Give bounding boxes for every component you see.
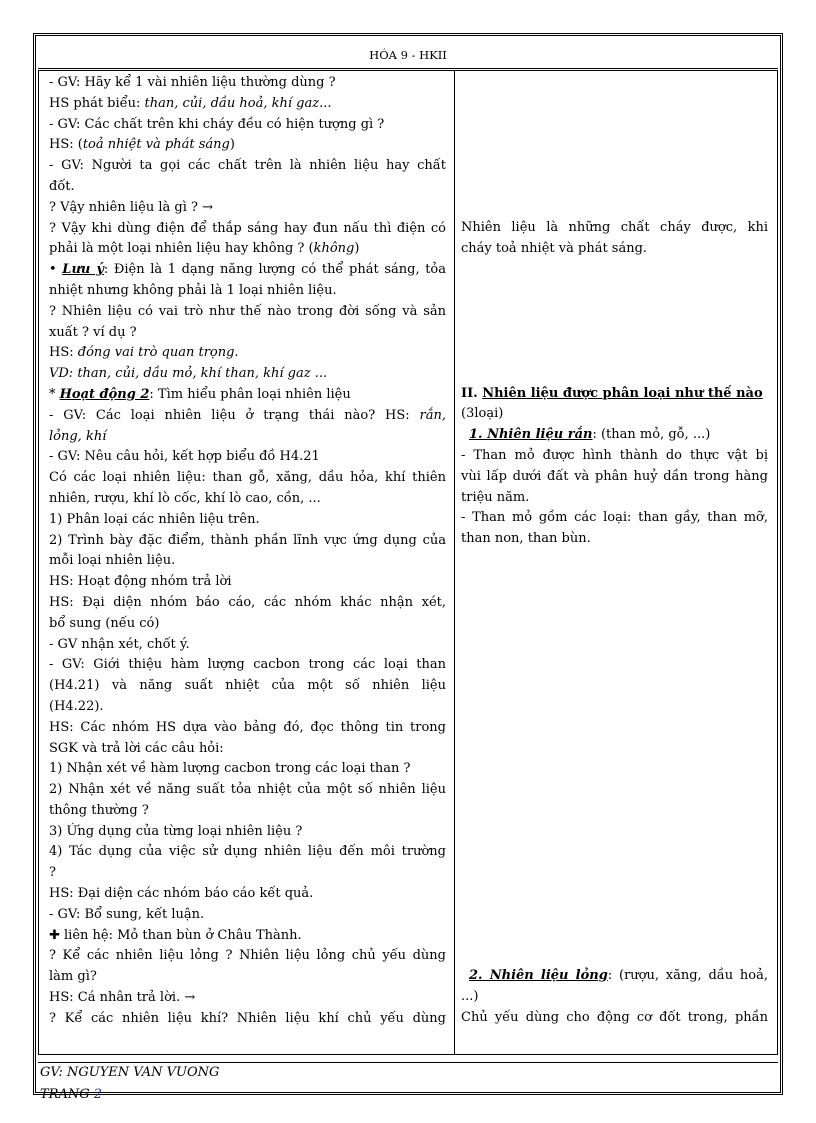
activity-text: mỗi loại nhiên liệu.: [49, 553, 176, 569]
solid-fuel-heading: [461, 425, 768, 446]
footer-page: [40, 1087, 102, 1102]
activity-line: [49, 1009, 446, 1030]
activity-text: 1) Phân loại các nhiên liệu trên.: [49, 511, 260, 527]
liquid-fuel-line: ...): [461, 988, 479, 1004]
section-2-number: II.: [461, 385, 483, 401]
activity-line: [49, 780, 446, 801]
activity-text: ): [229, 137, 235, 153]
footer-author: GV: NGUYEN VAN VUONG: [40, 1065, 220, 1080]
activity-text: HS: Các nhóm HS dựa vào bảng đó, đọc thông tin trong: [49, 719, 446, 735]
page-header: HÓA 9 - HKII: [369, 48, 447, 62]
activity-line: [49, 94, 446, 115]
section-2-heading: [461, 384, 768, 405]
activity-text: làm gì?: [49, 969, 97, 985]
activity-text: *: [49, 386, 60, 402]
activity-text: không: [313, 241, 355, 257]
activity-text: HS:: [49, 345, 78, 361]
activity-text: 1) Nhận xét về hàm lượng cacbon trong các loại than ?: [49, 761, 411, 777]
activity-line: [49, 73, 446, 94]
solid-fuel-line: - Than mỏ được hình thành do thực vật bị: [461, 447, 768, 463]
activity-text: toả nhiệt và phát sáng: [82, 137, 230, 153]
activity-line: [49, 676, 446, 697]
activity-text: (H4.22).: [49, 698, 104, 714]
page-number: 2: [93, 1087, 103, 1102]
activity-line: [49, 967, 446, 988]
activity-text: đốt.: [49, 178, 75, 194]
definition-line: Nhiên liệu là những chất cháy được, khi: [461, 220, 768, 235]
solid-fuel-line: triệu năm.: [461, 489, 530, 505]
solid-fuel-line: vùi lấp dưới đất và phân huỷ dần trong hàng: [461, 468, 768, 484]
activity-line: [49, 510, 446, 531]
activity-line: [49, 385, 446, 406]
activity-line: [49, 572, 446, 593]
activity-text: 2) Nhận xét về năng suất tỏa nhiệt của một số nhiên liệu: [49, 782, 446, 798]
activity-text: - GV: Hãy kể 1 vài nhiên liệu thường dùng ?: [49, 75, 336, 90]
header-rule: [38, 68, 778, 69]
activity-text: HS phát biểu:: [49, 95, 145, 111]
activity-line: [49, 946, 446, 967]
activity-text: HS: (: [49, 137, 83, 153]
activity-line: [49, 655, 446, 676]
activity-text: - GV: Các loại nhiên liệu ở trạng thái nào? HS:: [49, 407, 420, 423]
activity-line: [49, 489, 446, 510]
activity-line: [49, 427, 446, 448]
activity-text: lỏng, khí: [49, 428, 107, 444]
lesson-content-column: [461, 73, 768, 1028]
activity-text: - GV: Người ta gọi các chất trên là nhiên liệu hay chất: [49, 158, 446, 174]
activity-text: ? Vậy nhiên liệu là gì ? →: [49, 199, 213, 215]
activity-text: HS: Đại diện nhóm báo cáo, các nhóm khác nhận xét,: [49, 594, 446, 610]
solid-fuel-line: - Than mỏ gồm các loại: than gầy, than mỡ,: [461, 510, 768, 526]
activity-text: VD: than, củi, dầu mỏ, khí than, khí gaz ...: [49, 366, 328, 382]
activity-text: HS: Hoạt động nhóm trả lời: [49, 574, 232, 590]
activity-line: [49, 219, 446, 240]
activity-text: : Tìm hiểu phân loại nhiên liệu: [149, 386, 351, 402]
activity-text: - GV: Các chất trên khi cháy đều có hiện tượng gì ?: [49, 116, 385, 132]
activity-line: [49, 302, 446, 323]
liquid-fuel-label: 2. Nhiên liệu lỏng: [469, 967, 608, 983]
activity-text: ? Kể các nhiên liệu lỏng ? Nhiên liệu lỏng chủ yếu dùng: [49, 948, 446, 964]
solid-fuel-line: than non, than bùn.: [461, 531, 591, 547]
activity-line: [49, 842, 446, 863]
activity-line: [49, 635, 446, 656]
activity-line: [49, 697, 446, 718]
activity-text: ? Kể các nhiên liệu khí? Nhiên liệu khí chủ yếu dùng: [49, 1010, 446, 1026]
section-2-count: (3loại): [461, 406, 504, 422]
activity-line: [49, 759, 446, 780]
activity-line: [49, 323, 446, 344]
activity-line: [49, 198, 446, 219]
activity-line: [49, 551, 446, 572]
activity-text: ✚ liên hệ: Mỏ than bùn ở Châu Thành.: [49, 927, 302, 943]
activity-text: ): [354, 241, 360, 257]
activity-line: [49, 884, 446, 905]
column-divider: [454, 71, 455, 1054]
activity-line: [49, 260, 446, 281]
activity-line: [49, 177, 446, 198]
activity-text: than, củi, dầu hoả, khí gaz...: [144, 95, 332, 111]
activity-label: Lưu ý: [62, 262, 104, 278]
activity-line: [49, 364, 446, 385]
activity-text: nhiệt nhưng không phải là 1 loại nhiên liệu.: [49, 282, 337, 298]
activity-text: ? Vậy khi dùng điện để thắp sáng hay đun nấu thì điện có: [49, 220, 446, 236]
activity-text: HS: Cá nhân trả lời. →: [49, 990, 196, 1006]
liquid-fuel-examples: : (rượu, xăng, dầu hoả,: [607, 967, 768, 983]
activity-text: - GV: Bổ sung, kết luận.: [49, 906, 205, 922]
activity-label: Hoạt động 2: [59, 386, 150, 402]
activity-line: [49, 343, 446, 364]
activity-text: nhiên, rượu, khí lò cốc, khí lò cao, cồn, ...: [49, 490, 321, 506]
activity-line: [49, 135, 446, 156]
activity-text: ?: [49, 865, 56, 881]
activity-text: ? Nhiên liệu có vai trò như thế nào trong đời sống và sản: [49, 303, 446, 319]
activity-line: [49, 531, 446, 552]
activity-text: - GV nhận xét, chốt ý.: [49, 636, 190, 652]
activity-text: - GV: Nêu câu hỏi, kết hợp biểu đồ H4.21: [49, 449, 320, 465]
activity-line: [49, 406, 446, 427]
activity-text: SGK và trả lời các câu hỏi:: [49, 740, 224, 756]
activity-text: đóng vai trò quan trọng.: [77, 345, 239, 361]
activity-line: [49, 739, 446, 760]
activity-line: [49, 281, 446, 302]
lesson-table: [38, 70, 778, 1055]
activity-text: •: [49, 262, 63, 278]
section-2-title: Nhiên liệu được phân loại như thế nào: [482, 385, 763, 401]
activity-text: rắn,: [419, 407, 446, 423]
activity-text: 4) Tác dụng của việc sử dụng nhiên liệu đến môi trường: [49, 844, 446, 860]
activity-text: bổ sung (nếu có): [49, 615, 160, 631]
activity-text: phải là một loại nhiên liệu hay không ? (: [49, 241, 314, 257]
activity-text: : Điện là 1 dạng năng lượng có thể phát sáng, tỏa: [103, 262, 446, 278]
activity-text: (H4.21) và năng suất nhiệt của một số nhiên liệu: [49, 678, 446, 694]
page-label: TRANG: [40, 1087, 94, 1102]
activity-text: thông thường ?: [49, 802, 149, 818]
activity-line: [49, 239, 446, 260]
activity-line: [49, 926, 446, 947]
liquid-fuel-line: Chủ yếu dùng cho động cơ đốt trong, phần: [461, 1009, 768, 1025]
activity-text: 3) Ứng dụng của từng loại nhiên liệu ?: [49, 823, 303, 839]
activity-line: [49, 468, 446, 489]
activity-text: - GV: Giới thiệu hàm lượng cacbon trong các loại than: [49, 657, 446, 673]
activity-line: [49, 593, 446, 614]
activity-text: Có các loại nhiên liệu: than gỗ, xăng, dầu hỏa, khí thiên: [49, 470, 446, 486]
activity-line: [49, 156, 446, 177]
footer-rule: [38, 1062, 778, 1063]
activity-line: [49, 614, 446, 635]
liquid-fuel-heading: [461, 966, 768, 987]
activity-line: [49, 801, 446, 822]
activity-line: [49, 905, 446, 926]
activity-text: 2) Trình bày đặc điểm, thành phần lĩnh vực ứng dụng của: [49, 532, 446, 548]
solid-fuel-examples: : (than mỏ, gỗ, ...): [592, 427, 711, 443]
activity-line: [49, 822, 446, 843]
activity-text: xuất ? ví dụ ?: [49, 324, 137, 340]
activity-line: [49, 988, 446, 1009]
activity-line: [49, 447, 446, 468]
activity-line: [49, 718, 446, 739]
definition-line: cháy toả nhiệt và phát sáng.: [461, 240, 648, 256]
teacher-student-activities-column: [49, 73, 446, 1030]
activity-line: [49, 115, 446, 136]
solid-fuel-label: 1. Nhiên liệu rắn: [469, 427, 593, 443]
activity-text: HS: Đại diện các nhóm báo cáo kết quả.: [49, 886, 314, 902]
activity-line: [49, 863, 446, 884]
